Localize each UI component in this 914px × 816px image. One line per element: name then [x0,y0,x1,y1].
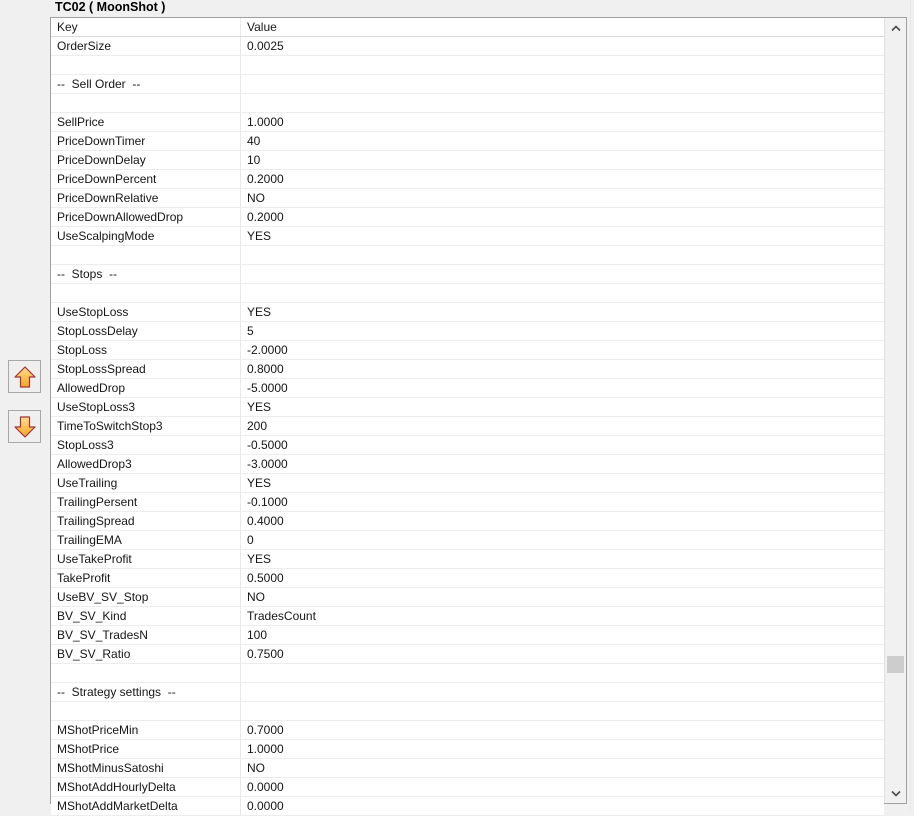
table-row[interactable] [51,341,884,360]
key-cell: AllowedDrop3 [51,455,241,473]
value-cell: 1.0000 [247,115,284,129]
table-row[interactable] [51,531,884,550]
key-cell: -- Stops -- [51,265,241,283]
section-row[interactable] [51,265,884,284]
key-cell [51,56,241,74]
key-cell: UseBV_SV_Stop [51,588,241,606]
key-cell: TrailingSpread [51,512,241,530]
value-cell [241,702,884,720]
spacer-row[interactable] [51,56,884,75]
move-down-button[interactable] [8,410,41,443]
key-cell: UseStopLoss [51,303,241,321]
table-row[interactable] [51,569,884,588]
value-cell: YES [247,305,272,319]
value-cell [241,683,884,701]
key-cell: BV_SV_Ratio [51,645,241,663]
value-cell [241,664,884,682]
arrow-up-icon [14,366,36,388]
section-row[interactable] [51,683,884,702]
key-cell: PriceDownTimer [51,132,241,150]
key-cell: MShotAddHourlyDelta [51,778,241,796]
scrollbar-thumb[interactable] [887,656,904,673]
table-row[interactable] [51,379,884,398]
key-cell: PriceDownAllowedDrop [51,208,241,226]
key-cell: MShotPrice [51,740,241,758]
value-cell: 0.0000 [247,799,284,813]
key-cell [51,664,241,682]
key-cell: UseTrailing [51,474,241,492]
spacer-row[interactable] [51,664,884,683]
value-cell: 0.0025 [247,39,284,53]
value-cell: 0.2000 [247,172,284,186]
value-cell: 0.0000 [247,780,284,794]
table-row[interactable] [51,322,884,341]
table-row[interactable] [51,493,884,512]
key-cell: StopLossSpread [51,360,241,378]
value-cell: 10 [247,153,261,167]
key-cell: StopLoss3 [51,436,241,454]
settings-table [50,17,907,813]
table-row[interactable] [51,360,884,379]
key-cell: BV_SV_Kind [51,607,241,625]
key-cell: PriceDownPercent [51,170,241,188]
table-row[interactable] [51,721,884,740]
value-cell: TradesCount [247,609,316,623]
table-scrollbar[interactable] [884,18,906,803]
move-up-button[interactable] [8,360,41,393]
table-row[interactable] [51,208,884,227]
value-cell: -0.1000 [247,495,288,509]
value-cell: YES [247,476,272,490]
table-row[interactable] [51,189,884,208]
key-cell: MShotMinusSatoshi [51,759,241,777]
value-cell: NO [247,761,265,775]
table-row[interactable] [51,759,884,778]
key-cell: MShotAddMarketDelta [51,797,241,815]
spacer-row[interactable] [51,702,884,721]
table-row[interactable] [51,227,884,246]
table-body [51,37,884,813]
value-cell: 0.7500 [247,647,284,661]
key-cell: TrailingEMA [51,531,241,549]
arrow-down-icon [14,416,36,438]
key-cell: OrderSize [51,37,241,55]
table-row[interactable] [51,512,884,531]
value-cell [241,75,884,93]
table-row[interactable] [51,417,884,436]
key-cell: MShotPriceMin [51,721,241,739]
value-cell [241,94,884,112]
value-cell: 40 [247,134,261,148]
value-cell: 100 [247,628,268,642]
value-cell: 0.2000 [247,210,284,224]
table-row[interactable] [51,645,884,664]
value-cell: YES [247,400,272,414]
value-cell [241,265,884,283]
spacer-row[interactable] [51,246,884,265]
table-row[interactable] [51,455,884,474]
table-row[interactable] [51,588,884,607]
key-cell: TakeProfit [51,569,241,587]
key-cell: StopLoss [51,341,241,359]
key-cell [51,284,241,302]
value-cell: 0.8000 [247,362,284,376]
key-cell: TrailingPersent [51,493,241,511]
column-header-key[interactable]: Key [51,18,241,36]
value-cell: 1.0000 [247,742,284,756]
key-cell: AllowedDrop [51,379,241,397]
value-cell: -2.0000 [247,343,288,357]
value-cell: 200 [247,419,268,433]
value-cell: 0.7000 [247,723,284,737]
value-cell: NO [247,191,265,205]
table-row[interactable] [51,740,884,759]
key-cell: UseTakeProfit [51,550,241,568]
key-cell: -- Sell Order -- [51,75,241,93]
value-cell: -5.0000 [247,381,288,395]
value-cell: YES [247,552,272,566]
key-cell: StopLossDelay [51,322,241,340]
table-header [51,18,884,37]
spacer-row[interactable] [51,284,884,303]
key-cell: PriceDownDelay [51,151,241,169]
key-cell: SellPrice [51,113,241,131]
key-cell: UseStopLoss3 [51,398,241,416]
value-cell: 0 [247,533,254,547]
page-title: TC02 ( MoonShot ) [55,0,166,14]
table-row[interactable] [51,398,884,417]
key-cell: UseScalpingMode [51,227,241,245]
table-row[interactable] [51,797,884,816]
chevron-down-icon [891,790,901,797]
value-cell: 5 [247,324,254,338]
table-row[interactable] [51,132,884,151]
table-row[interactable] [51,303,884,322]
scrollbar-up-button[interactable] [885,18,906,38]
key-cell: BV_SV_TradesN [51,626,241,644]
value-cell [241,284,884,302]
table-row[interactable] [51,113,884,132]
table-row[interactable] [51,550,884,569]
table-row[interactable] [51,151,884,170]
key-cell: -- Strategy settings -- [51,683,241,701]
value-cell: NO [247,590,265,604]
table-row[interactable] [51,37,884,56]
table-row[interactable] [51,474,884,493]
key-cell: PriceDownRelative [51,189,241,207]
value-cell: 0.4000 [247,514,284,528]
value-cell [241,246,884,264]
chevron-up-icon [891,25,901,32]
table-row[interactable] [51,778,884,797]
table-row[interactable] [51,170,884,189]
scrollbar-down-button[interactable] [885,783,906,803]
table-row[interactable] [51,436,884,455]
spacer-row[interactable] [51,94,884,113]
panel-edge-divider [910,0,911,810]
table-row[interactable] [51,607,884,626]
key-cell [51,702,241,720]
value-cell [241,56,884,74]
column-header-value[interactable]: Value [247,20,277,34]
value-cell: -0.5000 [247,438,288,452]
value-cell: YES [247,229,272,243]
key-cell [51,94,241,112]
value-cell: 0.5000 [247,571,284,585]
key-cell [51,246,241,264]
value-cell: -3.0000 [247,457,288,471]
table-row[interactable] [51,626,884,645]
section-row[interactable] [51,75,884,94]
key-cell: TimeToSwitchStop3 [51,417,241,435]
